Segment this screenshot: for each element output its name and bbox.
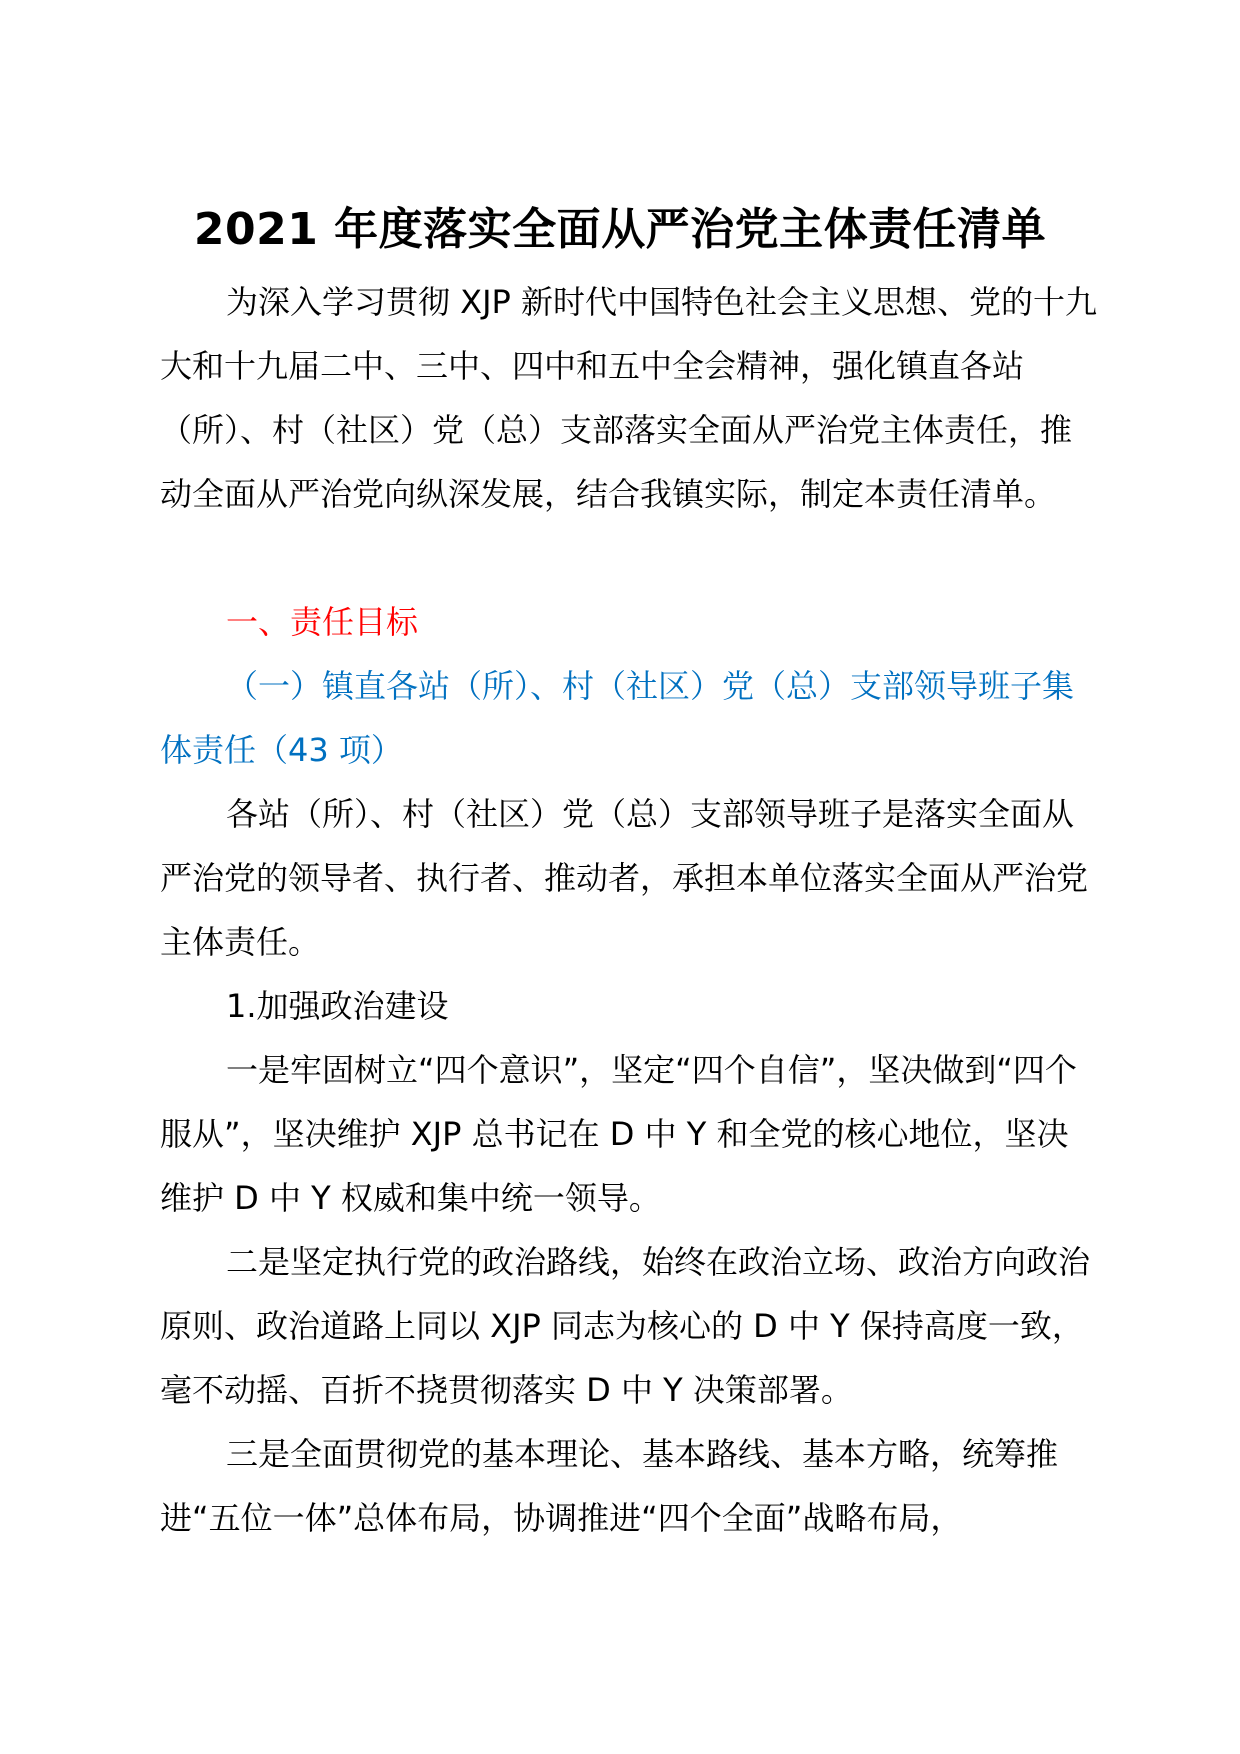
body-paragraph-point-three: 三是全面贯彻党的基本理论、基本路线、基本方略，统筹推进“五位一体”总体布局，协调推进“四个全面”战略布局， xyxy=(160,1435,1059,1537)
section-heading-responsibility-goals: 一、责任目标 xyxy=(226,603,419,641)
body-paragraph-leadership: 各站（所）、村（社区）党（总）支部领导班子是落实全面从严治党的领导者、执行者、推动者，承担本单位落实全面从严治党主体责任。 xyxy=(160,795,1089,961)
subsection-heading-collective-responsibility: （一）镇直各站（所）、村（社区）党（总）支部领导班子集体责任（43 项） xyxy=(160,667,1075,769)
item-heading-political-construction: 1.加强政治建设 xyxy=(226,987,449,1025)
body-paragraph-point-one: 一是牢固树立“四个意识”，坚定“四个自信”，坚决做到“四个服从”，坚决维护 XJP 总书记在 D 中 Y 和全党的核心地位，坚决维护 D 中 Y 权威和集中统一领导。 xyxy=(160,1051,1077,1217)
intro-paragraph: 为深入学习贯彻 XJP 新时代中国特色社会主义思想、党的十九大和十九届二中、三中、四中和五中全会精神，强化镇直各站（所）、村（社区）党（总）支部落实全面从严治党主体责任，推动全面从严治党向纵深发展，结合我镇实际，制定本责任清单。 xyxy=(160,283,1098,513)
body-paragraph-point-two: 二是坚定执行党的政治路线，始终在政治立场、政治方向政治原则、政治道路上同以 XJP 同志为核心的 D 中 Y 保持高度一致，毫不动摇、百折不挠贯彻落实 D 中 Y 决策部署。 xyxy=(160,1243,1091,1409)
document-title: 2021 年度落实全面从严治党主体责任清单 xyxy=(193,204,1047,255)
